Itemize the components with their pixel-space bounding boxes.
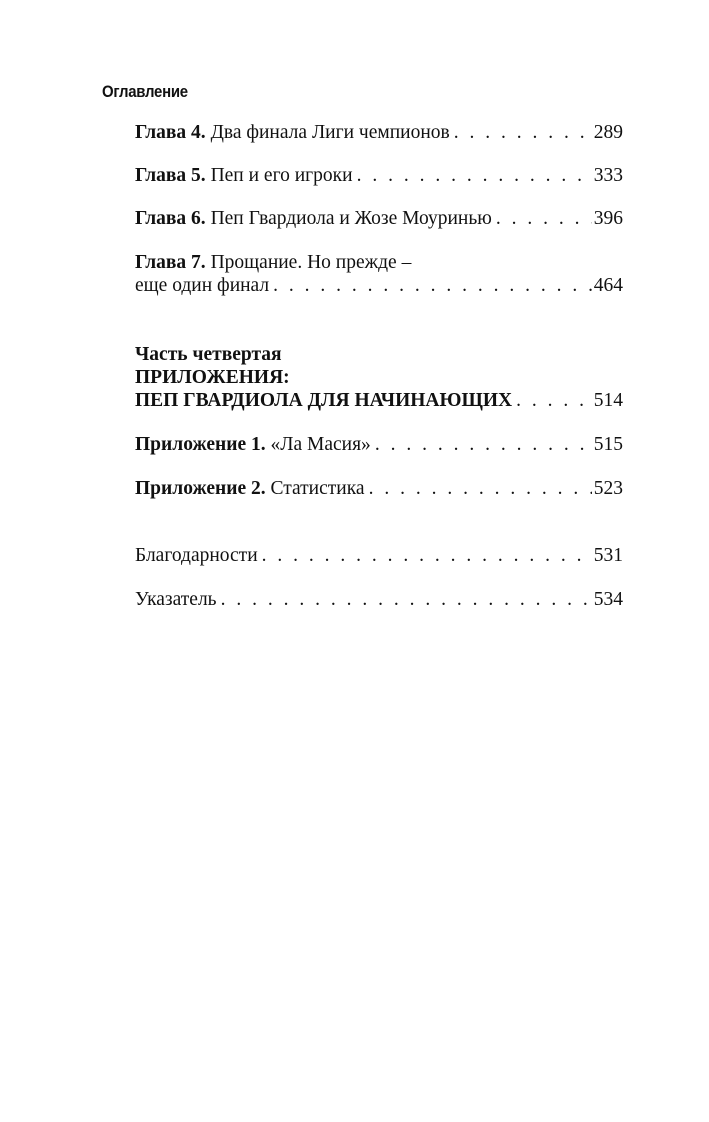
dot-leader bbox=[357, 164, 592, 188]
toc-entry-label bbox=[135, 477, 365, 501]
toc-entry-label bbox=[135, 207, 492, 231]
page-number: 523 bbox=[593, 478, 623, 499]
page-number: 333 bbox=[593, 165, 623, 186]
part-title-line2: ПЕП ГВАРДИОЛА ДЛЯ НАЧИНАЮЩИХ bbox=[135, 390, 513, 411]
page-number: 534 bbox=[593, 589, 623, 610]
page-number: 515 bbox=[593, 434, 623, 455]
chapter-prefix: Глава 6. bbox=[135, 208, 206, 229]
part-title-line1[interactable]: ПРИЛОЖЕНИЯ: bbox=[135, 367, 290, 388]
chapter-title-line2: еще один финал bbox=[135, 275, 270, 296]
appendix-title: Статистика bbox=[270, 478, 365, 499]
page-number: 396 bbox=[593, 208, 623, 229]
page-number: 289 bbox=[593, 122, 623, 143]
page-number: 514 bbox=[593, 390, 623, 411]
toc-entry-chapter-6[interactable] bbox=[135, 207, 623, 231]
appendix-title: «Ла Масия» bbox=[270, 434, 371, 455]
toc-entry-chapter-4[interactable] bbox=[135, 121, 623, 145]
dot-leader bbox=[516, 389, 592, 413]
dot-leader bbox=[496, 207, 592, 231]
toc-entry-part-four[interactable] bbox=[135, 389, 623, 413]
toc-entry-appendix-1[interactable] bbox=[135, 433, 623, 457]
dot-leader bbox=[273, 274, 592, 298]
dot-leader bbox=[375, 433, 592, 457]
dot-leader bbox=[221, 588, 592, 612]
toc-entry-acknowledgements[interactable] bbox=[135, 544, 623, 568]
chapter-prefix: Глава 5. bbox=[135, 165, 206, 186]
chapter-prefix: Глава 7. bbox=[135, 252, 206, 273]
toc-entry-label bbox=[135, 164, 353, 188]
appendix-prefix: Приложение 1. bbox=[135, 434, 266, 455]
dot-leader bbox=[454, 121, 592, 145]
toc-entry-label bbox=[135, 121, 450, 145]
toc-entry-label bbox=[135, 433, 371, 457]
chapter-title: Два финала Лиги чемпионов bbox=[210, 122, 450, 143]
chapter-title: Пеп и его игроки bbox=[210, 165, 353, 186]
dot-leader bbox=[262, 544, 592, 568]
toc-entry-appendix-2[interactable] bbox=[135, 477, 623, 501]
dot-leader bbox=[369, 477, 592, 501]
toc-entry-chapter-7-line2[interactable] bbox=[135, 274, 623, 298]
page-number: 464 bbox=[593, 275, 623, 296]
toc-entry-chapter-7-line1[interactable] bbox=[135, 251, 411, 275]
chapter-title: Пеп Гвардиола и Жозе Моуринью bbox=[210, 208, 492, 229]
page-number: 531 bbox=[593, 545, 623, 566]
chapter-prefix: Глава 4. bbox=[135, 122, 206, 143]
running-head: Оглавление bbox=[102, 82, 188, 101]
appendix-prefix: Приложение 2. bbox=[135, 478, 266, 499]
chapter-title-line1: Прощание. Но прежде – bbox=[210, 252, 412, 273]
back-matter-title: Указатель bbox=[135, 589, 217, 610]
toc-entry-chapter-5[interactable] bbox=[135, 164, 623, 188]
part-label: Часть четвертая bbox=[135, 344, 282, 365]
toc-entry-index[interactable] bbox=[135, 588, 623, 612]
back-matter-title: Благодарности bbox=[135, 545, 258, 566]
